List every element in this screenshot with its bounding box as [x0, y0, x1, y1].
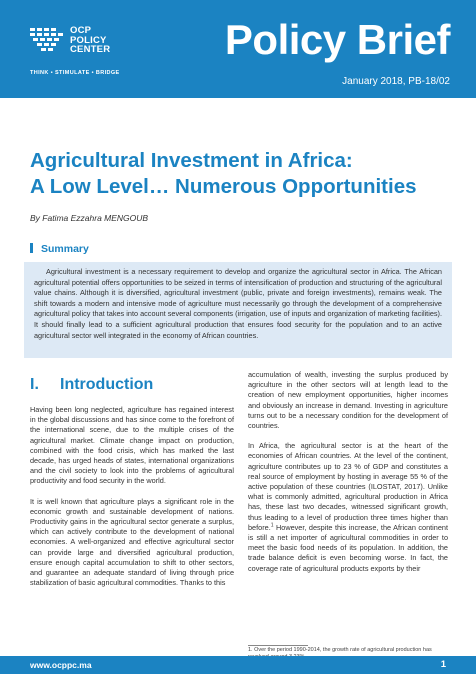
paragraph-text: However, despite this increase, the African continent is still a net importer of agricultural commodities in order to meet the basic food needs of its population. In addition, the trade balance deficit is even becoming worse. In fact, the coverage rate of agricultural products exports by their: [248, 522, 448, 573]
article-title: [30, 148, 450, 200]
footer-bar: [0, 656, 476, 674]
logo-line-center: CENTER: [70, 44, 111, 55]
right-column: [248, 370, 448, 584]
logo-line-ocp: OCP: [70, 25, 92, 36]
publication-date: January 2018, PB-18/02: [342, 76, 450, 87]
paragraph: It is well known that agriculture plays a significant role in the economic growth and sustainable development of nations. Productivity gains in the agricultural sector generate a surplus, which can actively contribute to the development of national economies. A well-organized and effective agricultural sector can provide large and diversified agricultural production, ensure enough capital accumulation to shift to other sectors, and guarantee an adequate standard of living through price stabilization of basic agricultural commodities. Thanks to this: [30, 496, 234, 588]
summary-box: [24, 262, 452, 358]
ocp-logo[interactable]: [28, 26, 128, 66]
footnote: 1. Over the period 1990-2014, the growth rate of agricultural production has: [248, 647, 432, 653]
summary-heading-text: Summary: [41, 243, 89, 255]
policy-brief-title: Policy Brief: [224, 16, 450, 63]
author-byline: By Fatima Ezzahra MENGOUB: [30, 213, 149, 223]
paragraph: Having been long neglected, agriculture has regained interest in the global discussions and has since come to the forefront of the international scene, due to the multiple crises of the agricultural market. Climate change impact on production, combined with the food crisis, which has marked the last decade, has urged heads of states, international organizations and the civil society to look into the problems of agricultural productivity and food security in the world.: [30, 405, 234, 486]
summary-heading: [30, 243, 89, 255]
header-banner: [0, 0, 476, 98]
globe-logo-icon: [28, 26, 66, 54]
paragraph: accumulation of wealth, investing the surplus produced by agriculture in the other sectors will at length lead to the creation of new employment opportunities, higher incomes and obviously an increase in demand. Investing in agriculture turns out to be a necessary condition for the development of countries.: [248, 370, 448, 431]
left-column: [30, 405, 234, 598]
logo-line-policy: POLICY: [70, 34, 107, 46]
footnote-divider: [248, 645, 308, 646]
section-title: Introduction: [60, 376, 154, 393]
summary-accent-bar: [30, 243, 33, 253]
article-title-line-2: A Low Level… Numerous Opportunities: [30, 175, 417, 198]
page-number: 1: [440, 659, 446, 670]
website-link[interactable]: www.ocppc.ma: [30, 660, 92, 670]
section-heading: [30, 376, 153, 394]
paragraph: [248, 441, 448, 574]
footnote-ref[interactable]: 1: [270, 522, 274, 529]
logo-tagline: THINK • STIMULATE • BRIDGE: [30, 70, 120, 76]
summary-text: Agricultural investment is a necessary requirement to develop and organize the agricultural sector in Africa. The African agricultural potential offers opportunities to be seized in terms of intensification of production and structuring of the agricultural value chains. Although it is diversified, agricultural investment (public, private and foreign investments), remains weak. The shift towards a modern and intensive mode of agriculture must necessarily go through the development of a comprehensive agricultural policy that takes into account several components (irrigation, use of inputs and organization of marketing facilities). It should finally lead to a sufficient agricultural production that ensures food security for the population and to an active agricultural sector well integrated in the economy of African countries.: [34, 267, 442, 340]
paragraph-text: In Africa, the agricultural sector is at the heart of the economies of African countries. At the level of the continent, agriculture contributes up to 23 % of GDP and constitutes a real source of employment by hosting in average 55 % of the active population of these countries (ILOSTAT, 2017). Unlike what is commonly admitted, agricultural production in Africa has, these last two decades, witnessed significant growth, thus leading to a level of production three times higher than before.: [248, 441, 448, 532]
article-title-line-1: Agricultural Investment in Africa:: [30, 149, 353, 172]
logo-wordmark: [70, 26, 110, 55]
section-number: I.: [30, 376, 39, 393]
